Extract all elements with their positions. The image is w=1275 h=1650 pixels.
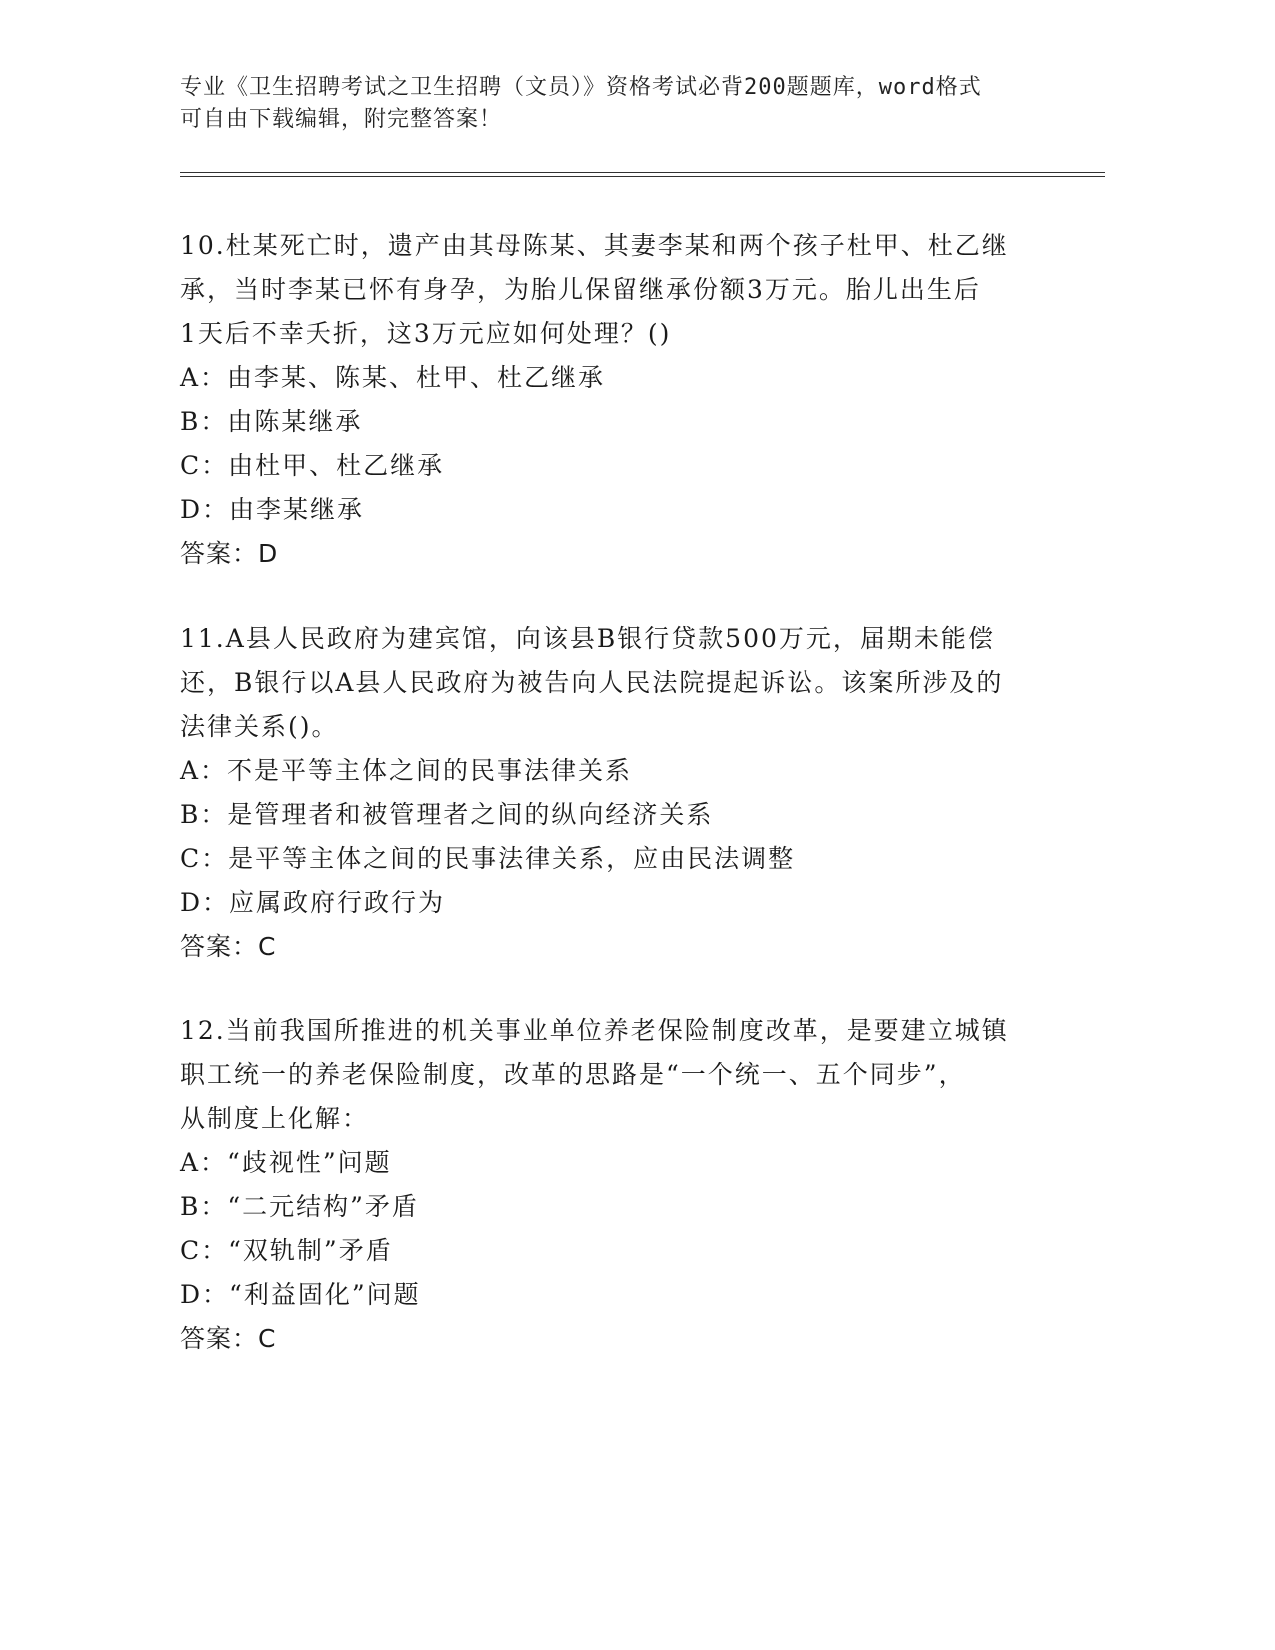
stem-line: 职工统一的养老保险制度，改革的思路是“一个统一、五个同步”， [180, 1060, 966, 1089]
stem-line: 承，当时李某已怀有身孕，为胎儿保留继承份额3万元。胎儿出生后 [180, 275, 981, 304]
answer-line: 答案：C [180, 1324, 277, 1353]
header-line-2: 可自由下载编辑，附完整答案！ [180, 107, 503, 132]
option-a: A：不是平等主体之间的民事法律关系 [180, 756, 633, 785]
question-stem [180, 224, 1060, 356]
header-divider-top [180, 172, 1105, 173]
option-b: B：“二元结构”矛盾 [180, 1192, 419, 1221]
stem-line: 12.当前我国所推进的机关事业单位养老保险制度改革，是要建立城镇 [180, 1016, 1009, 1045]
stem-line: 从制度上化解： [180, 1104, 370, 1133]
stem-line: 10.杜某死亡时，遗产由其母陈某、其妻李某和两个孩子杜甲、杜乙继 [180, 231, 1009, 260]
option-b: B：是管理者和被管理者之间的纵向经济关系 [180, 800, 714, 829]
stem-line: 1天后不幸夭折，这3万元应如何处理？() [180, 319, 672, 348]
answer-line: 答案：D [180, 539, 279, 568]
option-b: B：由陈某继承 [180, 407, 363, 436]
question-12 [180, 1009, 1060, 1361]
question-stem [180, 1009, 1060, 1141]
option-d: D：由李某继承 [180, 495, 365, 524]
option-c: C：“双轨制”矛盾 [180, 1236, 393, 1265]
option-d: D：“利益固化”问题 [180, 1280, 421, 1309]
question-11 [180, 617, 1060, 969]
option-a: A：由李某、陈某、杜甲、杜乙继承 [180, 363, 606, 392]
option-c: C：由杜甲、杜乙继承 [180, 451, 445, 480]
document-header [180, 72, 1040, 136]
option-c: C：是平等主体之间的民事法律关系，应由民法调整 [180, 844, 796, 873]
answer-line: 答案：C [180, 932, 277, 961]
option-a: A：“歧视性”问题 [180, 1148, 392, 1177]
header-line-1: 专业《卫生招聘考试之卫生招聘（文员）》资格考试必背200题题库，word格式 [180, 75, 982, 100]
question-stem [180, 617, 1060, 749]
stem-line: 11.A县人民政府为建宾馆，向该县B银行贷款500万元，届期未能偿 [180, 624, 995, 653]
stem-line: 还，B银行以A县人民政府为被告向人民法院提起诉讼。该案所涉及的 [180, 668, 1004, 697]
stem-line: 法律关系()。 [180, 712, 339, 741]
question-10 [180, 224, 1060, 576]
option-d: D：应属政府行政行为 [180, 888, 446, 917]
header-divider-bottom [180, 176, 1105, 177]
